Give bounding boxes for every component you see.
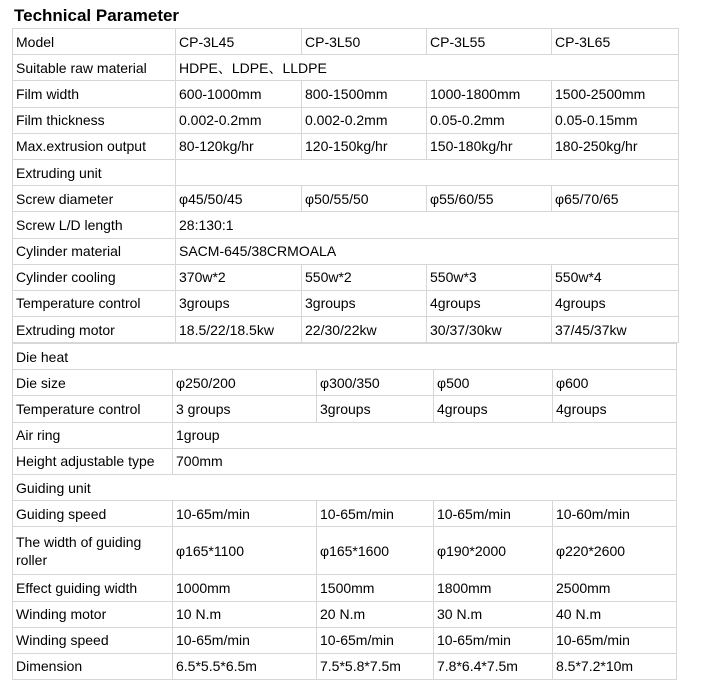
value-cell: 3 groups xyxy=(173,396,317,422)
table-row xyxy=(13,238,679,264)
value-cell: 4groups xyxy=(553,396,677,422)
value-cell: 0.002-0.2mm xyxy=(302,107,427,133)
value-cell: 7.8*6.4*7.5m xyxy=(434,653,553,679)
table-row xyxy=(13,575,677,601)
row-label: Max.extrusion output xyxy=(13,133,176,159)
span-value-cell: HDPE、LDPE、LLDPE xyxy=(176,55,679,81)
value-cell: 10-65m/min xyxy=(317,501,434,527)
section-heading: Die heat xyxy=(13,344,677,370)
row-label: Winding motor xyxy=(13,601,173,627)
value-cell: 550w*4 xyxy=(552,264,679,290)
table-row xyxy=(13,317,679,343)
row-label: Cylinder material xyxy=(13,238,176,264)
header-cell-model: CP-3L45 xyxy=(176,29,302,55)
table-row xyxy=(13,527,677,575)
value-cell: 10-60m/min xyxy=(553,501,677,527)
header-cell-model: CP-3L50 xyxy=(302,29,427,55)
row-label: Height adjustable type xyxy=(13,448,173,474)
value-cell: 1500-2500mm xyxy=(552,81,679,107)
table-row xyxy=(13,627,677,653)
value-cell: φ250/200 xyxy=(173,370,317,396)
section-heading: Guiding unit xyxy=(13,474,677,500)
value-cell: 4groups xyxy=(427,290,552,316)
table-row xyxy=(13,448,677,474)
row-label: Film thickness xyxy=(13,107,176,133)
value-cell: φ165*1600 xyxy=(317,527,434,575)
value-cell: φ65/70/65 xyxy=(552,186,679,212)
row-label: Dimension xyxy=(13,653,173,679)
value-cell: 40 N.m xyxy=(553,601,677,627)
value-cell: 180-250kg/hr xyxy=(552,133,679,159)
value-cell: φ190*2000 xyxy=(434,527,553,575)
value-cell: 10-65m/min xyxy=(317,627,434,653)
value-cell: 30 N.m xyxy=(434,601,553,627)
value-cell: 10-65m/min xyxy=(434,627,553,653)
table-row xyxy=(13,186,679,212)
value-cell: 0.05-0.15mm xyxy=(552,107,679,133)
value-cell: φ600 xyxy=(553,370,677,396)
winding-spec-table xyxy=(12,343,677,680)
span-value-cell: 1group xyxy=(173,422,677,448)
value-cell: 3groups xyxy=(317,396,434,422)
value-cell: 3groups xyxy=(302,290,427,316)
value-cell: 80-120kg/hr xyxy=(176,133,302,159)
value-cell: 8.5*7.2*10m xyxy=(553,653,677,679)
table-row xyxy=(13,396,677,422)
table-row xyxy=(13,653,677,679)
row-label: Die size xyxy=(13,370,173,396)
value-cell: 10-65m/min xyxy=(173,501,317,527)
table-row xyxy=(13,81,679,107)
value-cell: 150-180kg/hr xyxy=(427,133,552,159)
value-cell: φ165*1100 xyxy=(173,527,317,575)
value-cell: φ220*2600 xyxy=(553,527,677,575)
table-row xyxy=(13,290,679,316)
row-label: Screw L/D length xyxy=(13,212,176,238)
table-row xyxy=(13,133,679,159)
value-cell: 37/45/37kw xyxy=(552,317,679,343)
table-row xyxy=(13,601,677,627)
value-cell: 600-1000mm xyxy=(176,81,302,107)
value-cell: 1000-1800mm xyxy=(427,81,552,107)
row-label: Temperature control xyxy=(13,396,173,422)
value-cell: 2500mm xyxy=(553,575,677,601)
value-cell: 550w*2 xyxy=(302,264,427,290)
row-label: Winding speed xyxy=(13,627,173,653)
value-cell: 30/37/30kw xyxy=(427,317,552,343)
table-row xyxy=(13,107,679,133)
row-label: Extruding motor xyxy=(13,317,176,343)
header-cell-label: Model xyxy=(13,29,176,55)
span-value-cell xyxy=(176,159,679,185)
row-label: Air ring xyxy=(13,422,173,448)
span-value-cell: SACM-645/38CRMOALA xyxy=(176,238,679,264)
value-cell: φ55/60/55 xyxy=(427,186,552,212)
row-label: Suitable raw material xyxy=(13,55,176,81)
value-cell: 0.05-0.2mm xyxy=(427,107,552,133)
table-row xyxy=(13,422,677,448)
value-cell: 1500mm xyxy=(317,575,434,601)
value-cell: 800-1500mm xyxy=(302,81,427,107)
value-cell: φ500 xyxy=(434,370,553,396)
value-cell: 18.5/22/18.5kw xyxy=(176,317,302,343)
value-cell: 4groups xyxy=(552,290,679,316)
table-row xyxy=(13,159,679,185)
row-label: Film width xyxy=(13,81,176,107)
value-cell: 550w*3 xyxy=(427,264,552,290)
table-row xyxy=(13,501,677,527)
page-title: Technical Parameter xyxy=(14,6,180,25)
extruder-spec-table xyxy=(12,28,679,343)
value-cell: 10-65m/min xyxy=(434,501,553,527)
row-label: Effect guiding width xyxy=(13,575,173,601)
value-cell: 1800mm xyxy=(434,575,553,601)
value-cell: φ50/55/50 xyxy=(302,186,427,212)
header-cell-model: CP-3L55 xyxy=(427,29,552,55)
table-row xyxy=(13,264,679,290)
row-label: Guiding speed xyxy=(13,501,173,527)
value-cell: 120-150kg/hr xyxy=(302,133,427,159)
value-cell: φ45/50/45 xyxy=(176,186,302,212)
value-cell: 1000mm xyxy=(173,575,317,601)
value-cell: 0.002-0.2mm xyxy=(176,107,302,133)
table-row xyxy=(13,55,679,81)
value-cell: 6.5*5.5*6.5m xyxy=(173,653,317,679)
value-cell: 22/30/22kw xyxy=(302,317,427,343)
value-cell: 10 N.m xyxy=(173,601,317,627)
span-value-cell: 700mm xyxy=(173,448,677,474)
table-row xyxy=(13,344,677,370)
table-header-row xyxy=(13,29,679,55)
row-label: Screw diameter xyxy=(13,186,176,212)
value-cell: 3groups xyxy=(176,290,302,316)
header-cell-model: CP-3L65 xyxy=(552,29,679,55)
row-label: The width of guiding roller xyxy=(13,527,173,575)
table-row xyxy=(13,212,679,238)
span-value-cell: 28:130:1 xyxy=(176,212,679,238)
value-cell: 370w*2 xyxy=(176,264,302,290)
table-row xyxy=(13,370,677,396)
table-row xyxy=(13,474,677,500)
value-cell: 10-65m/min xyxy=(553,627,677,653)
value-cell: 7.5*5.8*7.5m xyxy=(317,653,434,679)
value-cell: φ300/350 xyxy=(317,370,434,396)
value-cell: 10-65m/min xyxy=(173,627,317,653)
row-label: Temperature control xyxy=(13,290,176,316)
value-cell: 20 N.m xyxy=(317,601,434,627)
row-label: Extruding unit xyxy=(13,159,176,185)
row-label: Cylinder cooling xyxy=(13,264,176,290)
value-cell: 4groups xyxy=(434,396,553,422)
